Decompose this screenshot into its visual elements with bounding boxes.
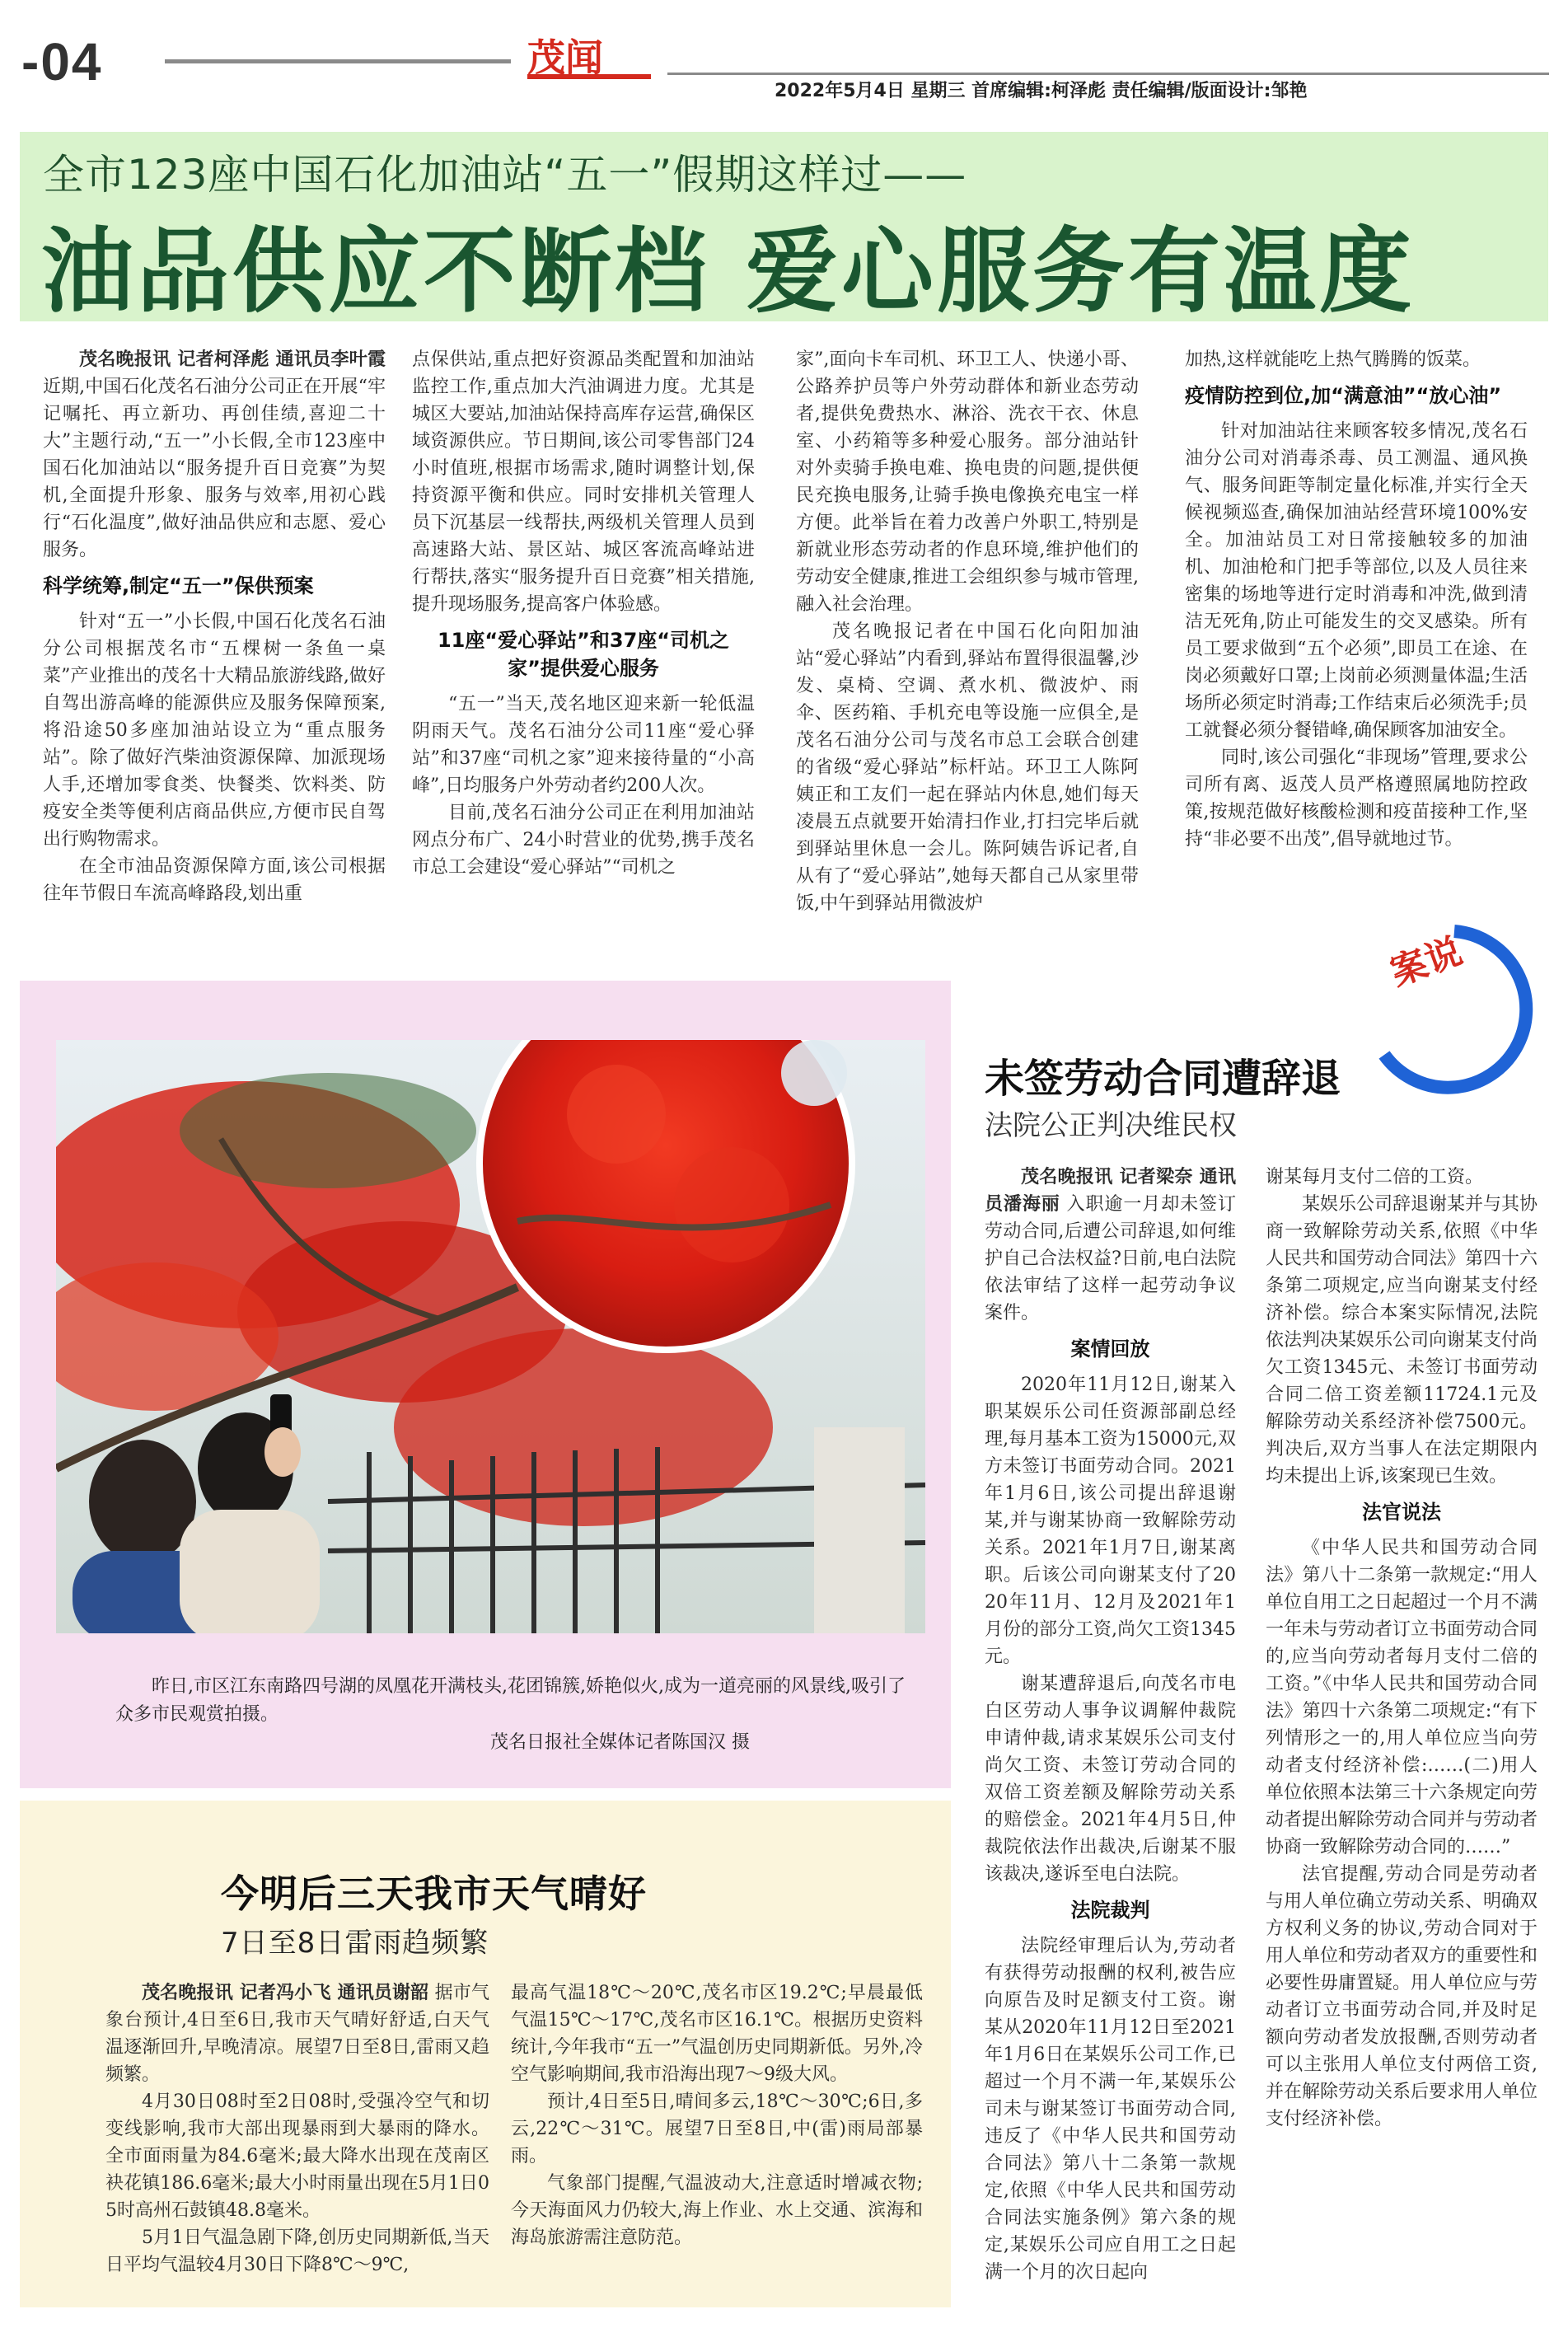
lead-col2-p3: 目前,茂名石油分公司正在利用加油站网点分布广、24小时营业的优势,携手茂名市总工会建设“爱心驿站”“司机之 [412, 803, 755, 878]
lead-col4-p1: 加热,这样就能吃上热气腾腾的饭菜。 [1185, 349, 1481, 370]
news-photo [56, 1040, 925, 1633]
case-logo-text: 案说 [1384, 930, 1468, 995]
dateline: 2022年5月4日 星期三 首席编辑:柯泽彪 责任编辑/版面设计:邹艳 [775, 81, 1308, 101]
lead-col4-p3: 同时,该公司强化“非现场”管理,要求公司所有离、返茂人员严格遵照属地防控政策,按规范做好核酸检测和疫苗接种工作,坚持“非必要不出茂”,倡导就地过节。 [1185, 747, 1528, 850]
lead-col1-p2: 针对“五一”小长假,中国石化茂名石油分公司根据茂名市“五棵树一条鱼一桌菜”产业推出的茂名十大精品旅游线路,做好自驾出游高峰的能源供应及服务保障预案,将沿途50多座加油站设立为“重点服务站”。除了做好汽柴油资源保障、加派现场人手,还增加零食类、快餐类、饮料类、防疫安全类等便利店商品供应,方便市民自驾出行购物需求。 [43, 611, 386, 850]
case-column-2 [1266, 1164, 1538, 2133]
lead-headline: 油品供应不断档 爱心服务有温度 [41, 218, 1415, 326]
case-headline: 未签劳动合同遭辞退 [985, 1056, 1341, 1102]
lead-column-1 [43, 346, 386, 907]
lead-col2-p2: “五一”当天,茂名地区迎来新一轮低温阴雨天气。茂名石油分公司11座“爱心驿站”和37座“司机之家”迎来接待量的“小高峰”,日均服务户外劳动者约200人次。 [412, 694, 755, 796]
case-col2-p1: 谢某每月支付二倍的工资。 [1266, 1167, 1484, 1187]
header-rule-left [165, 59, 511, 63]
page-number: -04 [21, 32, 103, 91]
case-col1-p1: 入职逾一月却未签订劳动合同,后遭公司辞退,如何维护自己合法权益?日前,电白法院依法审结了这样一起劳动争议案件。 [985, 1194, 1236, 1323]
case-col2-p4: 法官提醒,劳动合同是劳动者与用人单位确立劳动关系、明确双方权利义务的协议,劳动合同对于用人单位和劳动者双方的重要性和必要性毋庸置疑。用人单位应与劳动者订立书面劳动合同,并及时足额向劳动者发放报酬,否则劳动者可以主张用人单位支付两倍工资,并在解除劳动关系后要求用人单位支付经济补偿。 [1266, 1864, 1538, 2129]
case-column-1 [985, 1164, 1236, 2286]
weather-column-2 [511, 1979, 923, 2251]
lead-column-3 [796, 346, 1139, 917]
lead-subhead-1: 科学统筹,制定“五一”保供预案 [43, 574, 314, 597]
photo-caption: 昨日,市区江东南路四号湖的凤凰花开满枝头,花团锦簇,娇艳似火,成为一道亮丽的风景线,吸引了众多市民观赏拍摄。 [115, 1676, 906, 1725]
lead-col2-p1: 点保供站,重点把好资源品类配置和加油站监控工作,重点加大汽油调进力度。尤其是城区大要站,加油站保持高库存运营,确保区域资源供应。节日期间,该公司零售部门24小时值班,根据市场需求,随时调整计划,保持资源平衡和供应。同时安排机关管理人员下沉基层一线帮扶,两级机关管理人员到高速路大站、景区站、城区客流高峰站进行帮扶,落实“服务提升百日竞赛”相关措施,提升现场服务,提高客户体验感。 [412, 349, 755, 615]
lead-byline: 茂名晚报讯 记者柯泽彪 通讯员李叶霞 [79, 349, 386, 370]
case-col2-p2: 某娱乐公司辞退谢某并与其协商一致解除劳动关系,依照《中华人民共和国劳动合同法》第四十六条第二项规定,应当向谢某支付经济补偿。综合本案实际情况,法院依法判决某娱乐公司向谢某支付尚欠工资1345元、未签订书面劳动合同二倍工资差额11724.1元及解除劳动关系经济补偿7500元。判决后,双方当事人在法定期限内均未提出上诉,该案现已生效。 [1266, 1194, 1538, 1487]
case-col1-p4: 法院经审理后认为,劳动者有获得劳动报酬的权利,被告应向原告及时足额支付工资。谢某从2020年11月12日至2021年1月6日在某娱乐公司工作,已超过一个月不满一年,某娱乐公司未与谢某签订书面劳动合同,违反了《中华人民共和国劳动合同法》第八十二条第一款规定,依照《中华人民共和国劳动合同法实施条例》第六条的规定,某娱乐公司应自用工之日起满一个月的次日起向 [985, 1936, 1236, 2283]
lead-column-4 [1185, 346, 1528, 853]
case-col1-p2: 2020年11月12日,谢某入职某娱乐公司任资源部副总经理,每月基本工资为15000元,双方未签订书面劳动合同。2021年1月6日,该公司提出辞退谢某,并与谢某协商一致解除劳动关系。2021年1月7日,谢某离职。后该公司向谢某支付了2020年11月、12月及2021年1月份的部分工资,尚欠工资1345元。 [985, 1375, 1236, 1667]
weather-col1-p2: 4月30日08时至2日08时,受强冷空气和切变线影响,我市大部出现暴雨到大暴雨的降水。全市面雨量为84.6毫米;最大降水出现在茂南区袂花镇186.6毫米;最大小时雨量出现在5月1日05时高州石鼓镇48.8毫米。 [105, 2091, 489, 2221]
section-logo [527, 35, 651, 84]
weather-byline: 茂名晚报讯 记者冯小飞 通讯员谢韶 [142, 1983, 429, 2003]
lead-subhead-3: 疫情防控到位,加“满意油”“放心油” [1185, 384, 1502, 407]
case-column-logo [1360, 915, 1549, 1104]
weather-subhead: 7日至8日雷雨趋频繁 [221, 1927, 489, 1960]
case-byline: 茂名晚报讯 记者梁奈 通讯员潘海丽 [985, 1167, 1236, 1215]
weather-col2-p2: 预计,4日至5日,晴间多云,18℃～30℃;6日,多云,22℃～31℃。展望7日至8日,中(雷)雨局部暴雨。 [511, 2091, 923, 2166]
section-name: 茂闻 [527, 35, 603, 80]
weather-col2-p3: 气象部门提醒,气温波动大,注意适时增减衣物;今天海面风力仍较大,海上作业、水上交通、滨海和海岛旅游需注意防范。 [511, 2173, 923, 2248]
lead-col1-p3: 在全市油品资源保障方面,该公司根据往年节假日车流高峰路段,划出重 [43, 856, 386, 904]
case-subhead-3: 法官说法 [1362, 1501, 1441, 1524]
case-subhead: 法院公正判决维民权 [985, 1109, 1237, 1142]
weather-column-1 [105, 1979, 489, 2279]
header-rule-right [667, 73, 1549, 75]
case-subhead-2: 法院裁判 [1070, 1899, 1150, 1922]
case-subhead-1: 案情回放 [1070, 1337, 1150, 1361]
weather-col2-p1: 最高气温18℃～20℃,茂名市区19.2℃;早晨最低气温15℃～17℃,茂名市区16.1℃。根据历史资料统计,今年我市“五一”气温创历史同期新低。另外,冷空气影响期间,我市沿海出现7～9级大风。 [511, 1983, 923, 2085]
case-col2-p3: 《中华人民共和国劳动合同法》第八十二条第一款规定:“用人单位自用工之日起超过一个月不满一年未与劳动者订立书面劳动合同的,应当向劳动者每月支付二倍的工资。”《中华人民共和国劳动合同法》第四十六条第二项规定:“有下列情形之一的,用人单位应当向劳动者支付经济补偿:……(二)用人单位依照本法第三十六条规定向劳动者提出解除劳动合同并与劳动者协商一致解除劳动合同的……” [1266, 1538, 1538, 1857]
weather-headline: 今明后三天我市天气晴好 [221, 1871, 647, 1916]
weather-col1-p3: 5月1日气温急剧下降,创历史同期新低,当天日平均气温较4月30日下降8℃～9℃, [105, 2227, 489, 2275]
lead-column-2 [412, 346, 755, 881]
weather-col1-p1: 据市气象台预计,4日至6日,我市天气晴好舒适,白天气温逐渐回升,早晚清凉。展望7日至8日,雷雨又趋频繁。 [105, 1983, 489, 2085]
lead-col1-p1: 近期,中国石化茂名石油分公司正在开展“牢记嘱托、再立新功、再创佳绩,喜迎二十大”主题行动,“五一”小长假,全市123座中国石化加油站以“服务提升百日竞赛”为契机,全面提升形象、服务与效率,用初心践行“石化温度”,做好油品供应和志愿、爱心服务。 [43, 377, 386, 560]
case-col1-p3: 谢某遭辞退后,向茂名市电白区劳动人事争议调解仲裁院申请仲裁,请求某娱乐公司支付尚欠工资、未签订劳动合同的双倍工资差额及解除劳动关系的赔偿金。2021年4月5日,仲裁院依法作出裁决,后谢某不服该裁决,遂诉至电白法院。 [985, 1674, 1236, 1885]
lead-col4-p2: 针对加油站往来顾客较多情况,茂名石油分公司对消毒杀毒、员工测温、通风换气、服务间距等制定量化标准,并实行全天候视频巡查,确保加油站经营环境100%安全。加油站员工对日常接触较多的加油机、加油枪和门把手等部位,以及人员往来密集的场地等进行定时消毒和冲洗,做到清洁无死角,防止可能发生的交叉感染。所有员工要求做到“五个必须”,即员工在途、在岗必须戴好口罩;上岗前必须测量体温;生活场所必须定时消毒;工作结束后必须洗手;员工就餐必须分餐错峰,确保顾客加油安全。 [1185, 421, 1528, 741]
flame-tree-photo [56, 1040, 925, 1633]
photo-credit: 茂名日报社全媒体记者陈国汉 摄 [490, 1732, 750, 1753]
lead-col3-p1: 家”,面向卡车司机、环卫工人、快递小哥、公路养护员等户外劳动群体和新业态劳动者,提供免费热水、淋浴、洗衣干衣、休息室、小药箱等多种爱心服务。部分油站针对外卖骑手换电难、换电贵的问题,提供便民充换电服务,让骑手换电像换充电宝一样方便。此举旨在着力改善户外职工,特别是新就业形态劳动者的作息环境,维护他们的劳动安全健康,推进工会组织参与城市管理,融入社会治理。 [796, 349, 1139, 615]
lead-subhead-2: 11座“爱心驿站”和37座“司机之家”提供爱心服务 [437, 629, 730, 680]
lead-kicker: 全市123座中国石化加油站“五一”假期这样过—— [43, 151, 967, 199]
lead-col3-p2: 茂名晚报记者在中国石化向阳加油站“爱心驿站”内看到,驿站布置得很温馨,沙发、桌椅、空调、煮水机、微波炉、雨伞、医药箱、手机充电等设施一应俱全,是茂名石油分公司与茂名市总工会联合创建的省级“爱心驿站”标杆站。环卫工人陈阿姨正和工友们一起在驿站内休息,她们每天凌晨五点就要开始清扫作业,打扫完毕后就到驿站里休息一会儿。陈阿姨告诉记者,自从有了“爱心驿站”,她每天都自己从家里带饭,中午到驿站用微波炉 [796, 621, 1139, 914]
